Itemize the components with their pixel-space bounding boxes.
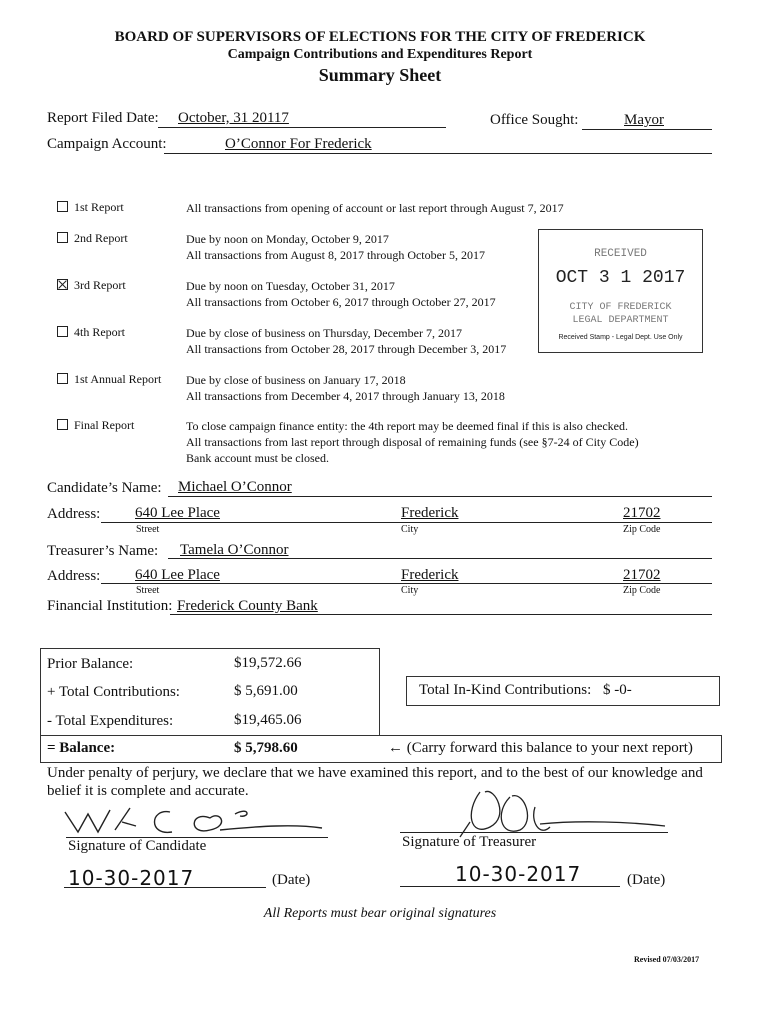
filed-date-value: October, 31 20117 — [178, 110, 289, 126]
candidate-address-line — [101, 522, 712, 523]
treasurer-signature — [440, 782, 670, 842]
stamp-dept: LEGAL DEPARTMENT — [572, 315, 669, 326]
report-name: 3rd Report — [74, 278, 126, 292]
candidate-address-label: Address: — [47, 506, 101, 522]
checkbox-4th[interactable] — [57, 326, 68, 337]
treasurer-date-line — [400, 886, 620, 887]
candidate-date-label: (Date) — [272, 872, 311, 888]
stamp-date: OCT 3 1 2017 — [555, 268, 686, 288]
office-label: Office Sought: — [490, 112, 579, 128]
checkbox-final[interactable] — [57, 419, 68, 430]
balance-value: $ 5,798.60 — [234, 740, 298, 756]
report-line: Due by close of business on Thursday, December 7, 2017 — [186, 326, 462, 340]
revised-date: Revised 07/03/2017 — [634, 955, 700, 964]
report-line: To close campaign finance entity: the 4th report may be deemed final if this is also checked. — [186, 419, 629, 433]
account-line — [164, 153, 712, 154]
city-caption: City — [401, 524, 419, 535]
checkbox-1st[interactable] — [57, 201, 68, 212]
stamp-city: CITY OF FREDERICK — [569, 302, 672, 313]
report-name: 1st Annual Report — [74, 372, 162, 386]
contributions-label: + Total Contributions: — [47, 684, 180, 700]
carry-forward-note: ← (Carry forward this balance to your next report) — [388, 740, 693, 756]
stamp-received: RECEIVED — [594, 248, 647, 260]
account-value: O’Connor For Frederick — [225, 136, 372, 152]
city-caption: City — [401, 585, 419, 596]
candidate-name-label: Candidate’s Name: — [47, 480, 162, 496]
candidate-name-line — [168, 496, 712, 497]
filed-date-label: Report Filed Date: — [47, 110, 159, 126]
report-line: Due by noon on Monday, October 9, 2017 — [186, 232, 389, 246]
board-heading: BOARD OF SUPERVISORS OF ELECTIONS FOR THE CITY OF FREDERICK — [114, 29, 646, 45]
report-name: Final Report — [74, 418, 135, 432]
prior-balance-label: Prior Balance: — [47, 656, 134, 672]
candidate-city: Frederick — [401, 505, 459, 521]
received-stamp — [538, 229, 703, 353]
treasurer-zip: 21702 — [623, 567, 661, 583]
report-line: Bank account must be closed. — [186, 451, 329, 465]
contributions-value: $ 5,691.00 — [234, 683, 298, 699]
report-line: Due by close of business on January 17, 2018 — [186, 373, 406, 387]
street-caption: Street — [136, 524, 160, 535]
report-name: 1st Report — [74, 200, 124, 214]
expenditures-label: - Total Expenditures: — [47, 713, 174, 729]
candidate-signature-label: Signature of Candidate — [68, 838, 207, 854]
inkind-value: $ -0- — [603, 682, 632, 698]
zip-caption: Zip Code — [623, 585, 661, 596]
treasurer-address-label: Address: — [47, 568, 101, 584]
report-line: All transactions from October 6, 2017 through October 27, 2017 — [186, 295, 496, 309]
candidate-street: 640 Lee Place — [135, 505, 220, 521]
expenditures-value: $19,465.06 — [234, 712, 302, 728]
report-name: 4th Report — [74, 325, 125, 339]
treasurer-signature-line — [400, 832, 668, 833]
treasurer-date: 10-30-2017 — [455, 862, 582, 886]
inkind-label: Total In-Kind Contributions: — [419, 682, 592, 698]
zip-caption: Zip Code — [623, 524, 661, 535]
sheet-title: Summary Sheet — [318, 65, 442, 85]
report-line: All transactions from October 28, 2017 through December 3, 2017 — [186, 342, 507, 356]
perjury-statement: Under penalty of perjury, we declare that we have examined this report, and to the best of our knowledge and belief it is complete and accurate. — [47, 765, 703, 799]
filed-date-line — [158, 127, 446, 128]
candidate-date: 10-30-2017 — [68, 866, 195, 890]
candidate-zip: 21702 — [623, 505, 661, 521]
checkbox-3rd[interactable] — [57, 279, 68, 290]
treasurer-signature-label: Signature of Treasurer — [402, 834, 537, 850]
bank-label: Financial Institution: — [47, 598, 173, 614]
office-value: Mayor — [624, 112, 664, 128]
report-title: Campaign Contributions and Expenditures Report — [227, 47, 533, 62]
street-caption: Street — [136, 585, 160, 596]
original-signatures-note: All Reports must bear original signatures — [263, 906, 497, 921]
report-name: 2nd Report — [74, 231, 128, 245]
stamp-caption: Received Stamp - Legal Dept. Use Only — [558, 334, 683, 341]
treasurer-city: Frederick — [401, 567, 459, 583]
candidate-name: Michael O’Connor — [178, 479, 292, 495]
report-line: All transactions from last report through disposal of remaining funds (see §7-24 of City Code) — [186, 435, 639, 449]
account-label: Campaign Account: — [47, 136, 167, 152]
office-line — [582, 129, 712, 130]
prior-balance-value: $19,572.66 — [234, 655, 302, 671]
treasurer-name-label: Treasurer’s Name: — [47, 543, 159, 559]
treasurer-street: 640 Lee Place — [135, 567, 220, 583]
inkind-box — [406, 676, 720, 706]
checkbox-2nd[interactable] — [57, 232, 68, 243]
report-line: All transactions from opening of account or last report through August 7, 2017 — [186, 201, 564, 215]
checkbox-annual[interactable] — [57, 373, 68, 384]
balance-label: = Balance: — [47, 740, 116, 756]
report-line: All transactions from December 4, 2017 through January 13, 2018 — [186, 389, 505, 403]
report-line: Due by noon on Tuesday, October 31, 2017 — [186, 279, 395, 293]
bank-value: Frederick County Bank — [177, 598, 318, 614]
candidate-date-line — [64, 887, 266, 888]
report-line: All transactions from August 8, 2017 through October 5, 2017 — [186, 248, 485, 262]
treasurer-date-label: (Date) — [627, 872, 666, 888]
treasurer-name: Tamela O’Connor — [180, 542, 289, 558]
